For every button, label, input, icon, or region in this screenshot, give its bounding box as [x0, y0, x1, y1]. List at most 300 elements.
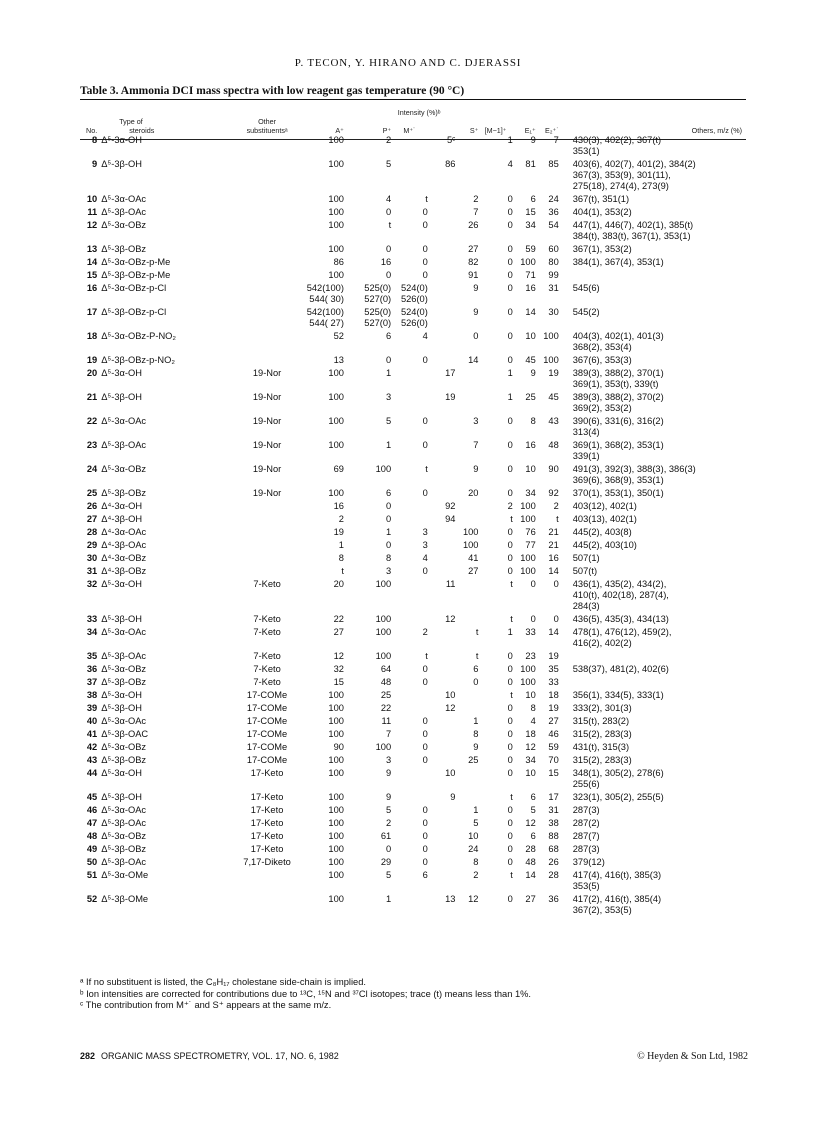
blank-cell [303, 181, 344, 192]
e2-value: 24 [548, 194, 559, 204]
a-value: t [341, 566, 344, 576]
m-value [391, 766, 428, 779]
table-row [80, 281, 746, 294]
blank-cell [536, 294, 559, 305]
m1-value: 0 [507, 831, 513, 841]
steroid-type: Δ⁵-3β-OH [101, 159, 142, 169]
mass-spectra-table [80, 108, 746, 916]
blank-cell [232, 905, 303, 916]
blank-cell [455, 318, 478, 329]
blank-cell [513, 905, 536, 916]
m-value: 0 [422, 355, 428, 365]
compound-number: 47 [86, 818, 98, 828]
other-ions: 356(1), 334(5), 333(1) [572, 690, 664, 700]
substituent [232, 218, 303, 231]
blank-cell [513, 146, 536, 157]
other-ions: 348(1), 305(2), 278(6) [572, 768, 664, 778]
blank-cell [428, 181, 456, 192]
blank-cell [303, 475, 344, 486]
blank-cell [344, 403, 391, 414]
e2-value: 27 [548, 716, 559, 726]
e1-value: 100 [520, 566, 536, 576]
steroid-type: Δ⁴-3β-OAc [101, 540, 147, 550]
a-value: 100 [328, 729, 344, 739]
substituent [232, 499, 303, 512]
m1-value: 0 [507, 716, 513, 726]
s-value: 27 [468, 244, 479, 254]
p-value: 2 [385, 135, 392, 145]
m-value: 3 [422, 540, 428, 550]
other-ions: 367(t), 351(1) [572, 194, 630, 204]
top-rule [80, 99, 746, 100]
blank-cell [80, 451, 101, 462]
ms-combined-value: 94 [445, 514, 456, 524]
blank-cell [536, 146, 559, 157]
blank-cell [391, 403, 428, 414]
blank-cell [428, 294, 456, 305]
blank-cell [344, 881, 391, 892]
blank-cell [536, 170, 559, 181]
table-row [80, 538, 746, 551]
s-value: 0 [473, 677, 479, 687]
blank-cell [455, 146, 478, 157]
s-value: 27 [468, 566, 479, 576]
blank-cell [391, 451, 428, 462]
blank-cell [80, 231, 101, 242]
s-value [455, 366, 478, 379]
m-value: 2 [422, 627, 428, 637]
other-ions: 315(2), 283(3) [572, 729, 632, 739]
m1-value: 0 [507, 844, 513, 854]
blank-cell [478, 403, 512, 414]
blank-cell [455, 638, 478, 649]
table-row [80, 881, 746, 892]
ms-combined-value [428, 242, 456, 255]
ms-combined-value [428, 829, 456, 842]
substituent [232, 512, 303, 525]
blank-cell [232, 403, 303, 414]
steroid-type: Δ⁵-3α-OH [101, 768, 142, 778]
intensity-header: Intensity (%)ᵇ [397, 108, 441, 117]
other-ions: 417(2), 416(t), 385(4) [572, 894, 662, 904]
blank-cell [232, 379, 303, 390]
substituent: 17-Keto [250, 844, 284, 854]
steroid-type: Δ⁵-3α-OAc [101, 416, 147, 426]
s-value: 2 [473, 194, 479, 204]
compound-number: 13 [86, 244, 98, 254]
s-value [455, 577, 478, 590]
blank-cell [513, 601, 536, 612]
steroid-type: Δ⁵-3α-OH [101, 579, 142, 589]
a-isotope-value: 544( 30) [309, 294, 344, 304]
blank-cell [391, 181, 428, 192]
m1-value: 0 [507, 220, 513, 230]
substituent: 7-Keto [253, 614, 281, 624]
a-value: 100 [328, 703, 344, 713]
ms-combined-value [428, 414, 456, 427]
blank-cell [478, 905, 512, 916]
m1-value: 0 [507, 755, 513, 765]
blank-cell [536, 342, 559, 353]
m1-value: 4 [507, 159, 513, 169]
compound-number: 46 [86, 805, 98, 815]
blank-cell [428, 475, 456, 486]
m1-value: t [510, 870, 513, 880]
p-value: 1 [385, 440, 392, 450]
m1-value: 0 [507, 742, 513, 752]
e1-value: 100 [520, 257, 536, 267]
page-number: 282 [80, 1051, 96, 1061]
a-value: 19 [333, 527, 344, 537]
e2-value: 28 [548, 870, 559, 880]
blank-cell [536, 905, 559, 916]
compound-number: 23 [86, 440, 98, 450]
e1-value: 16 [525, 440, 536, 450]
m-value: 0 [422, 677, 428, 687]
steroid-type: Δ⁵-3β-OH [101, 703, 142, 713]
steroid-type: Δ⁵-3α-OBz [101, 464, 147, 474]
s-value: 9 [473, 283, 479, 293]
ms-combined-value: 12 [445, 614, 456, 624]
table-row [80, 753, 746, 766]
m1-value: 0 [507, 768, 513, 778]
substituent [232, 157, 303, 170]
col-e1: E₁⁺ [524, 126, 536, 135]
m1-value: 0 [507, 818, 513, 828]
table-row [80, 170, 746, 181]
blank-cell [536, 181, 559, 192]
table-row [80, 231, 746, 242]
m1-value: 0 [507, 857, 513, 867]
e1-value: 4 [530, 716, 536, 726]
e1-value: 100 [520, 677, 536, 687]
e2-value: 60 [548, 244, 559, 254]
other-ions: 353(5) [572, 881, 600, 891]
e2-value: 33 [548, 677, 559, 687]
blank-cell [455, 427, 478, 438]
e1-value: 8 [530, 416, 536, 426]
blank-cell [455, 170, 478, 181]
e2-value: 85 [548, 159, 559, 169]
e1-value: 71 [525, 270, 536, 280]
steroid-type: Δ⁵-3β-OAc [101, 207, 147, 217]
blank-cell [428, 590, 456, 601]
blank-cell [513, 881, 536, 892]
e2-value: 30 [548, 307, 559, 317]
other-ions: 379(12) [572, 857, 605, 867]
e2-value: 43 [548, 416, 559, 426]
p-value: 0 [385, 207, 392, 217]
other-ions: 367(1), 353(2) [572, 244, 632, 254]
m1-value: 0 [507, 566, 513, 576]
blank-cell [232, 231, 303, 242]
m1-value: 1 [507, 368, 513, 378]
blank-cell [80, 403, 101, 414]
blank-cell [391, 146, 428, 157]
other-ions: 353(1) [572, 146, 600, 156]
s-value: 82 [468, 257, 479, 267]
table-row [80, 564, 746, 577]
blank-cell [344, 451, 391, 462]
s-value [455, 701, 478, 714]
e1-value: 0 [530, 579, 536, 589]
substituent: 19-Nor [252, 416, 282, 426]
s-value: 100 [462, 527, 479, 537]
steroid-type: Δ⁵-3α-OBz [101, 220, 147, 230]
m1-value: 0 [507, 270, 513, 280]
ms-combined-value [428, 205, 456, 218]
ms-combined-value [428, 625, 456, 638]
other-ions: 436(1), 435(2), 434(2), [572, 579, 667, 589]
p-value: 1 [385, 894, 392, 904]
blank-cell [455, 403, 478, 414]
substituent: 7-Keto [253, 579, 281, 589]
other-ions: 339(1) [572, 451, 600, 461]
p-value: 6 [385, 331, 392, 341]
steroid-type: Δ⁵-3α-OH [101, 690, 142, 700]
compound-number: 30 [86, 553, 98, 563]
a-value: 100 [328, 831, 344, 841]
e2-value: 19 [548, 703, 559, 713]
s-value: 2 [473, 870, 479, 880]
steroid-type: Δ⁵-3β-OAc [101, 651, 147, 661]
s-value: t [475, 651, 479, 661]
table-row [80, 366, 746, 379]
steroid-type: Δ⁵-3β-OH [101, 392, 142, 402]
blank-cell [455, 451, 478, 462]
blank-cell [478, 475, 512, 486]
blank-cell [391, 905, 428, 916]
col-p: P⁺ [382, 126, 392, 135]
blank-cell [428, 905, 456, 916]
blank-cell [232, 451, 303, 462]
m1-value: t [510, 579, 513, 589]
other-ions: 507(1) [572, 553, 600, 563]
blank-cell [344, 905, 391, 916]
footnote-a: ᵃ If no substituent is listed, the C₈H₁₇ cholestane side-chain is implied. [80, 977, 366, 987]
blank-cell [303, 881, 344, 892]
s-value: 7 [473, 207, 479, 217]
m-value [391, 157, 428, 170]
blank-cell [344, 779, 391, 790]
e1-value: 14 [525, 307, 536, 317]
blank-cell [428, 427, 456, 438]
steroid-type: Δ⁵-3α-OAc [101, 627, 147, 637]
page-footer [80, 1051, 339, 1061]
m-value: 0 [422, 805, 428, 815]
table-row [80, 475, 746, 486]
s-value [455, 135, 478, 146]
m-value: 0 [422, 257, 428, 267]
table-row [80, 727, 746, 740]
blank-cell [232, 294, 303, 305]
substituent: 7-Keto [253, 627, 281, 637]
compound-number: 31 [86, 566, 98, 576]
blank-cell [478, 318, 512, 329]
blank-cell [80, 379, 101, 390]
p-value: 8 [385, 553, 392, 563]
other-ions [559, 675, 746, 688]
steroid-type: Δ⁵-3β-OBz [101, 755, 147, 765]
m-value: t [425, 194, 428, 204]
blank-cell [101, 881, 231, 892]
m1-value: 0 [507, 464, 513, 474]
other-ions [559, 649, 746, 662]
compound-number: 41 [86, 729, 98, 739]
a-value: 100 [328, 392, 344, 402]
e1-value: 12 [525, 818, 536, 828]
e2-value: 18 [548, 690, 559, 700]
compound-number: 28 [86, 527, 98, 537]
table-row [80, 638, 746, 649]
ms-combined-value [428, 525, 456, 538]
compound-number: 22 [86, 416, 98, 426]
steroid-type: Δ⁵-3α-OBz-P-NO₂ [101, 331, 177, 341]
blank-cell [478, 881, 512, 892]
e1-value: 9 [530, 135, 536, 145]
other-ions: 417(4), 416(t), 385(3) [572, 870, 662, 880]
blank-cell [80, 638, 101, 649]
a-value: 100 [328, 244, 344, 254]
table-row [80, 625, 746, 638]
blank-cell [232, 475, 303, 486]
m1-value: 0 [507, 894, 513, 904]
m-value: t [425, 651, 428, 661]
compound-number: 18 [86, 331, 98, 341]
p-value: 100 [375, 651, 392, 661]
blank-cell [344, 638, 391, 649]
table-row [80, 577, 746, 590]
col-s: S⁺ [469, 126, 479, 135]
compound-number: 27 [86, 514, 98, 524]
substituent: 7-Keto [253, 664, 281, 674]
blank-cell [80, 181, 101, 192]
table-row [80, 390, 746, 403]
a-value: 100 [328, 870, 344, 880]
blank-cell [536, 779, 559, 790]
a-value: 16 [333, 501, 344, 511]
ms-combined-value [428, 192, 456, 205]
e2-value: 16 [548, 553, 559, 563]
m-value: 0 [422, 831, 428, 841]
e2-value: 100 [543, 331, 559, 341]
other-ions: 367(2), 353(5) [572, 905, 632, 915]
running-header: P. TECON, Y. HIRANO AND C. DJERASSI [294, 57, 522, 69]
steroid-type: Δ⁵-3β-OBz [101, 844, 147, 854]
e1-value: 6 [530, 792, 536, 802]
table-row [80, 305, 746, 318]
other-ions: 545(2) [572, 307, 600, 317]
e2-value: 31 [548, 805, 559, 815]
m-value [391, 701, 428, 714]
m1-value: t [510, 514, 513, 524]
a-value: 100 [328, 159, 344, 169]
blank-cell [232, 601, 303, 612]
other-ions: 447(1), 446(7), 402(1), 385(t) [572, 220, 694, 230]
substituent [232, 564, 303, 577]
blank-cell [391, 601, 428, 612]
s-value: 25 [468, 755, 479, 765]
a-value: 100 [328, 755, 344, 765]
m-value [391, 577, 428, 590]
blank-cell [101, 181, 231, 192]
blank-cell [232, 146, 303, 157]
blank-cell [303, 403, 344, 414]
blank-cell [478, 379, 512, 390]
blank-cell [455, 475, 478, 486]
e2-value: 68 [548, 844, 559, 854]
col-others: Others, m/z (%) [691, 126, 742, 135]
blank-cell [101, 590, 231, 601]
other-ions [559, 318, 746, 329]
a-value: 90 [333, 742, 344, 752]
ms-combined-value [428, 538, 456, 551]
other-ions: 403(12), 402(1) [572, 501, 637, 511]
blank-cell [455, 181, 478, 192]
blank-cell [455, 601, 478, 612]
other-ions [559, 294, 746, 305]
table-row [80, 403, 746, 414]
footnotes [80, 977, 531, 1012]
p-value: 1 [385, 527, 392, 537]
other-ions: 369(1), 353(t), 339(t) [572, 379, 659, 389]
other-ions: 545(6) [572, 283, 600, 293]
blank-cell [428, 403, 456, 414]
a-value: 100 [328, 368, 344, 378]
s-value [455, 612, 478, 625]
a-value: 100 [328, 416, 344, 426]
e1-value: 10 [525, 464, 536, 474]
steroid-type: Δ⁵-3β-OMe [101, 894, 149, 904]
e1-value: 27 [525, 894, 536, 904]
e1-value: 45 [525, 355, 536, 365]
p-isotope-value: 527(0) [364, 318, 392, 328]
blank-cell [80, 905, 101, 916]
p-value: 11 [381, 716, 392, 726]
a-value: 27 [333, 627, 344, 637]
s-value: 5 [473, 818, 479, 828]
blank-cell [513, 590, 536, 601]
table-row [80, 451, 746, 462]
ms-combined-value [428, 268, 456, 281]
e1-value: 100 [520, 664, 536, 674]
s-value: 8 [473, 857, 479, 867]
other-ions: 333(2), 301(3) [572, 703, 632, 713]
e1-value: 5 [530, 805, 536, 815]
col-m1: [M−1]⁺ [484, 126, 507, 135]
blank-cell [101, 170, 231, 181]
blank-cell [428, 318, 456, 329]
blank-cell [513, 638, 536, 649]
blank-cell [428, 881, 456, 892]
p-value: 0 [385, 355, 392, 365]
steroid-type: Δ⁵-3β-OAc [101, 857, 147, 867]
steroid-type: Δ⁵-3α-OAc [101, 805, 147, 815]
steroid-type: Δ⁴-3α-OH [101, 501, 143, 511]
blank-cell [391, 881, 428, 892]
blank-cell [101, 146, 231, 157]
m1-value: 0 [507, 553, 513, 563]
table-row [80, 868, 746, 881]
e1-value: 14 [525, 870, 536, 880]
m1-value: 1 [507, 392, 513, 402]
substituent: 17-COMe [246, 742, 288, 752]
a-value: 100 [328, 220, 344, 230]
p-value: 1 [385, 368, 392, 378]
blank-cell [344, 181, 391, 192]
blank-cell [513, 451, 536, 462]
e2-value: 45 [548, 392, 559, 402]
